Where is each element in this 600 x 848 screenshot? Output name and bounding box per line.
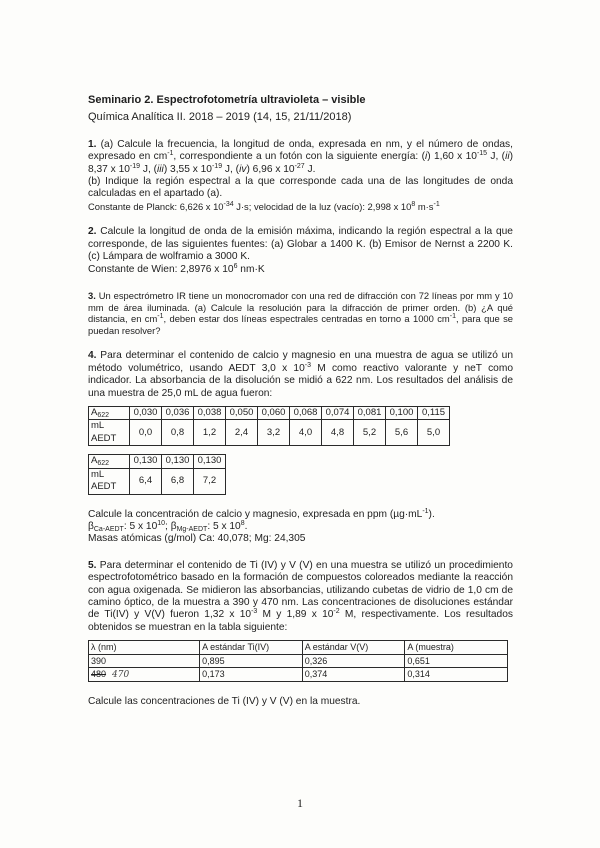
struck-wavelength: 480	[91, 668, 107, 679]
table-cell: 6,4	[130, 468, 162, 494]
table-row	[89, 667, 508, 681]
table-cell: 0,314	[405, 667, 508, 681]
table-cell: 3,2	[258, 420, 290, 446]
table-cell: 0,173	[200, 667, 303, 681]
question-1-text: 1. (a) Calcule la frecuencia, la longitud de onda, expresada en nm, y el número de ondas, expresado en $cm^{-1}$, correspondiente a un fotón con la siguiente energía: (i) 1,60 x $10^{-15}$ J, (ii) 8,37 x $10^{-19}$ J, (iii) 3,55 x $10^{-19}$ J, (iv) 6,96 x $10^{-27}$ J.	[88, 138, 514, 175]
table-row-absorbance	[89, 407, 450, 420]
table-cell: 2,4	[226, 420, 258, 446]
column-header: A estándar V(V)	[302, 641, 405, 654]
table-row-volume	[89, 468, 226, 494]
table-row-volume	[89, 420, 450, 446]
titration-table-2	[88, 454, 226, 494]
row-header: mL AEDT	[89, 420, 130, 446]
table-cell: 7,2	[194, 468, 226, 494]
table-cell: 4,0	[290, 420, 322, 446]
handwritten-correction: 470	[112, 669, 130, 680]
table-row-absorbance	[89, 455, 226, 468]
question-3-text: 3. Un espectrómetro IR tiene un monocromador con una red de difracción con 72 líneas por mm y 10 mm de área iluminada. (a) Calcule la resolución para la difracción de primer orden. (b) ¿A qué distancia, en $cm^{-1}$, deben estar dos líneas espectrales centradas en torno a 1000 $cm^{-1}$, para que se puedan resolver?	[88, 290, 513, 336]
stability-constants: $\beta_{Ca-AEDT}$: 5 x $10^{10}$; $\beta_{Mg-AEDT}$: 5 x $10^8$.	[88, 519, 248, 533]
question-2	[88, 226, 513, 276]
question-1-part-b: (b) Indique la región espectral a la que corresponde cada una de las longitudes de onda calculadas en el apartado (a).	[88, 176, 513, 200]
question-2-constants: Constante de Wien: 2,8976 x $10^6$ nm·K	[88, 262, 265, 275]
question-4	[88, 350, 513, 400]
table-cell: 5,6	[386, 420, 418, 446]
table-cell: 0,074	[322, 407, 354, 420]
atomic-masses: Masas atómicas (g/mol) Ca: 40,078; Mg: 24,305	[88, 533, 306, 545]
table-cell: 0,115	[418, 407, 450, 420]
column-header: λ (nm)	[89, 641, 200, 654]
table-cell: 0,895	[200, 654, 303, 667]
document-page	[88, 94, 513, 709]
table-cell: 0,060	[258, 407, 290, 420]
table-row	[89, 654, 508, 667]
page-subtitle: Química Analítica II. 2018 – 2019 (14, 15, 21/11/2018)	[88, 111, 352, 124]
question-5	[88, 560, 513, 634]
column-header: A (muestra)	[405, 641, 508, 654]
table-cell: 0,038	[194, 407, 226, 420]
titration-table-1	[88, 406, 450, 446]
table-cell: 1,2	[194, 420, 226, 446]
page-number: 1	[297, 796, 303, 810]
question-1-constants: Constante de Planck: 6,626 x $10^{-34}$ J·s; velocidad de la luz (vacío): 2,998 x $10^8$ $m\cdot s^{-1}$	[88, 200, 440, 212]
row-header: mL AEDT	[89, 468, 130, 494]
table-cell: 0,030	[130, 407, 162, 420]
table-cell: 0,326	[302, 654, 405, 667]
table-cell: 0,036	[162, 407, 194, 420]
table-cell: 0,651	[405, 654, 508, 667]
question-5-ask: Calcule las concentraciones de Ti (IV) y V (V) en la muestra.	[88, 696, 361, 708]
table-cell: 0,130	[162, 455, 194, 468]
question-3	[88, 290, 513, 336]
question-2-text: 2. Calcule la longitud de onda de la emisión máxima, indicando la región espectral a la que corresponde, de las siguientes fuentes: (a) Globar a 1400 K. (b) Emisor de Nernst a 2200 K. (c) Lámpara de wolframio a 3000 K.	[88, 226, 513, 263]
question-4-text: 4. Para determinar el contenido de calcio y magnesio en una muestra de agua se utilizó un método volumétrico, usando AEDT 3,0 x $10^{-3}$ M como reactivo valorante y neT como indicador. La absorbancia de la disolución se midió a 622 nm. Los resultados del análisis de una muestra de 25,0 mL de agua fueron:	[88, 350, 513, 399]
table-cell: 0,130	[130, 455, 162, 468]
page-title: Seminario 2. Espectrofotometría ultravioleta – visible	[88, 94, 366, 106]
table-cell: 0,100	[386, 407, 418, 420]
table-cell: 0,068	[290, 407, 322, 420]
row-header: $A_{622}$	[89, 455, 130, 468]
table-cell: 6,8	[162, 468, 194, 494]
column-header: A estándar Ti(IV)	[200, 641, 303, 654]
table-cell: 0,8	[162, 420, 194, 446]
table-cell: 390	[89, 654, 200, 667]
question-4-tail	[88, 509, 513, 546]
question-1	[88, 139, 513, 213]
table-cell: 0,0	[130, 420, 162, 446]
table-cell: 4,8	[322, 420, 354, 446]
table-cell: 0,130	[194, 455, 226, 468]
absorbance-table	[88, 640, 508, 682]
table-cell: 0,374	[302, 667, 405, 681]
question-4-ask: Calcule la concentración de calcio y magnesio, expresada en ppm $(\mu g\cdot mL^{-1})$.	[88, 507, 435, 520]
table-cell: 0,050	[226, 407, 258, 420]
question-5-text: 5. Para determinar el contenido de Ti (IV) y V (V) en una muestra se utilizó un procedimiento espectrofotométrico basado en la formación de compuestos coloreados mediante la reacción con agua oxigenada. Se midieron las absorbancias, utilizando cubetas de vidrio de 1,0 cm de camino óptico, de la muestra a 390 y 470 nm. Las concentraciones de disoluciones estándar de Ti(IV) y V(V) fueron 1,32 x $10^{-3}$ M y 1,89 x $10^{-2}$ M, respectivamente. Los resultados obtenidos se muestran en la tabla siguiente:	[88, 559, 513, 633]
table-cell: 0,081	[354, 407, 386, 420]
row-header: $A_{622}$	[89, 407, 130, 420]
table-cell: 5,2	[354, 420, 386, 446]
table-header-row	[89, 641, 508, 654]
table-cell: 5,0	[418, 420, 450, 446]
table-cell	[89, 667, 200, 681]
